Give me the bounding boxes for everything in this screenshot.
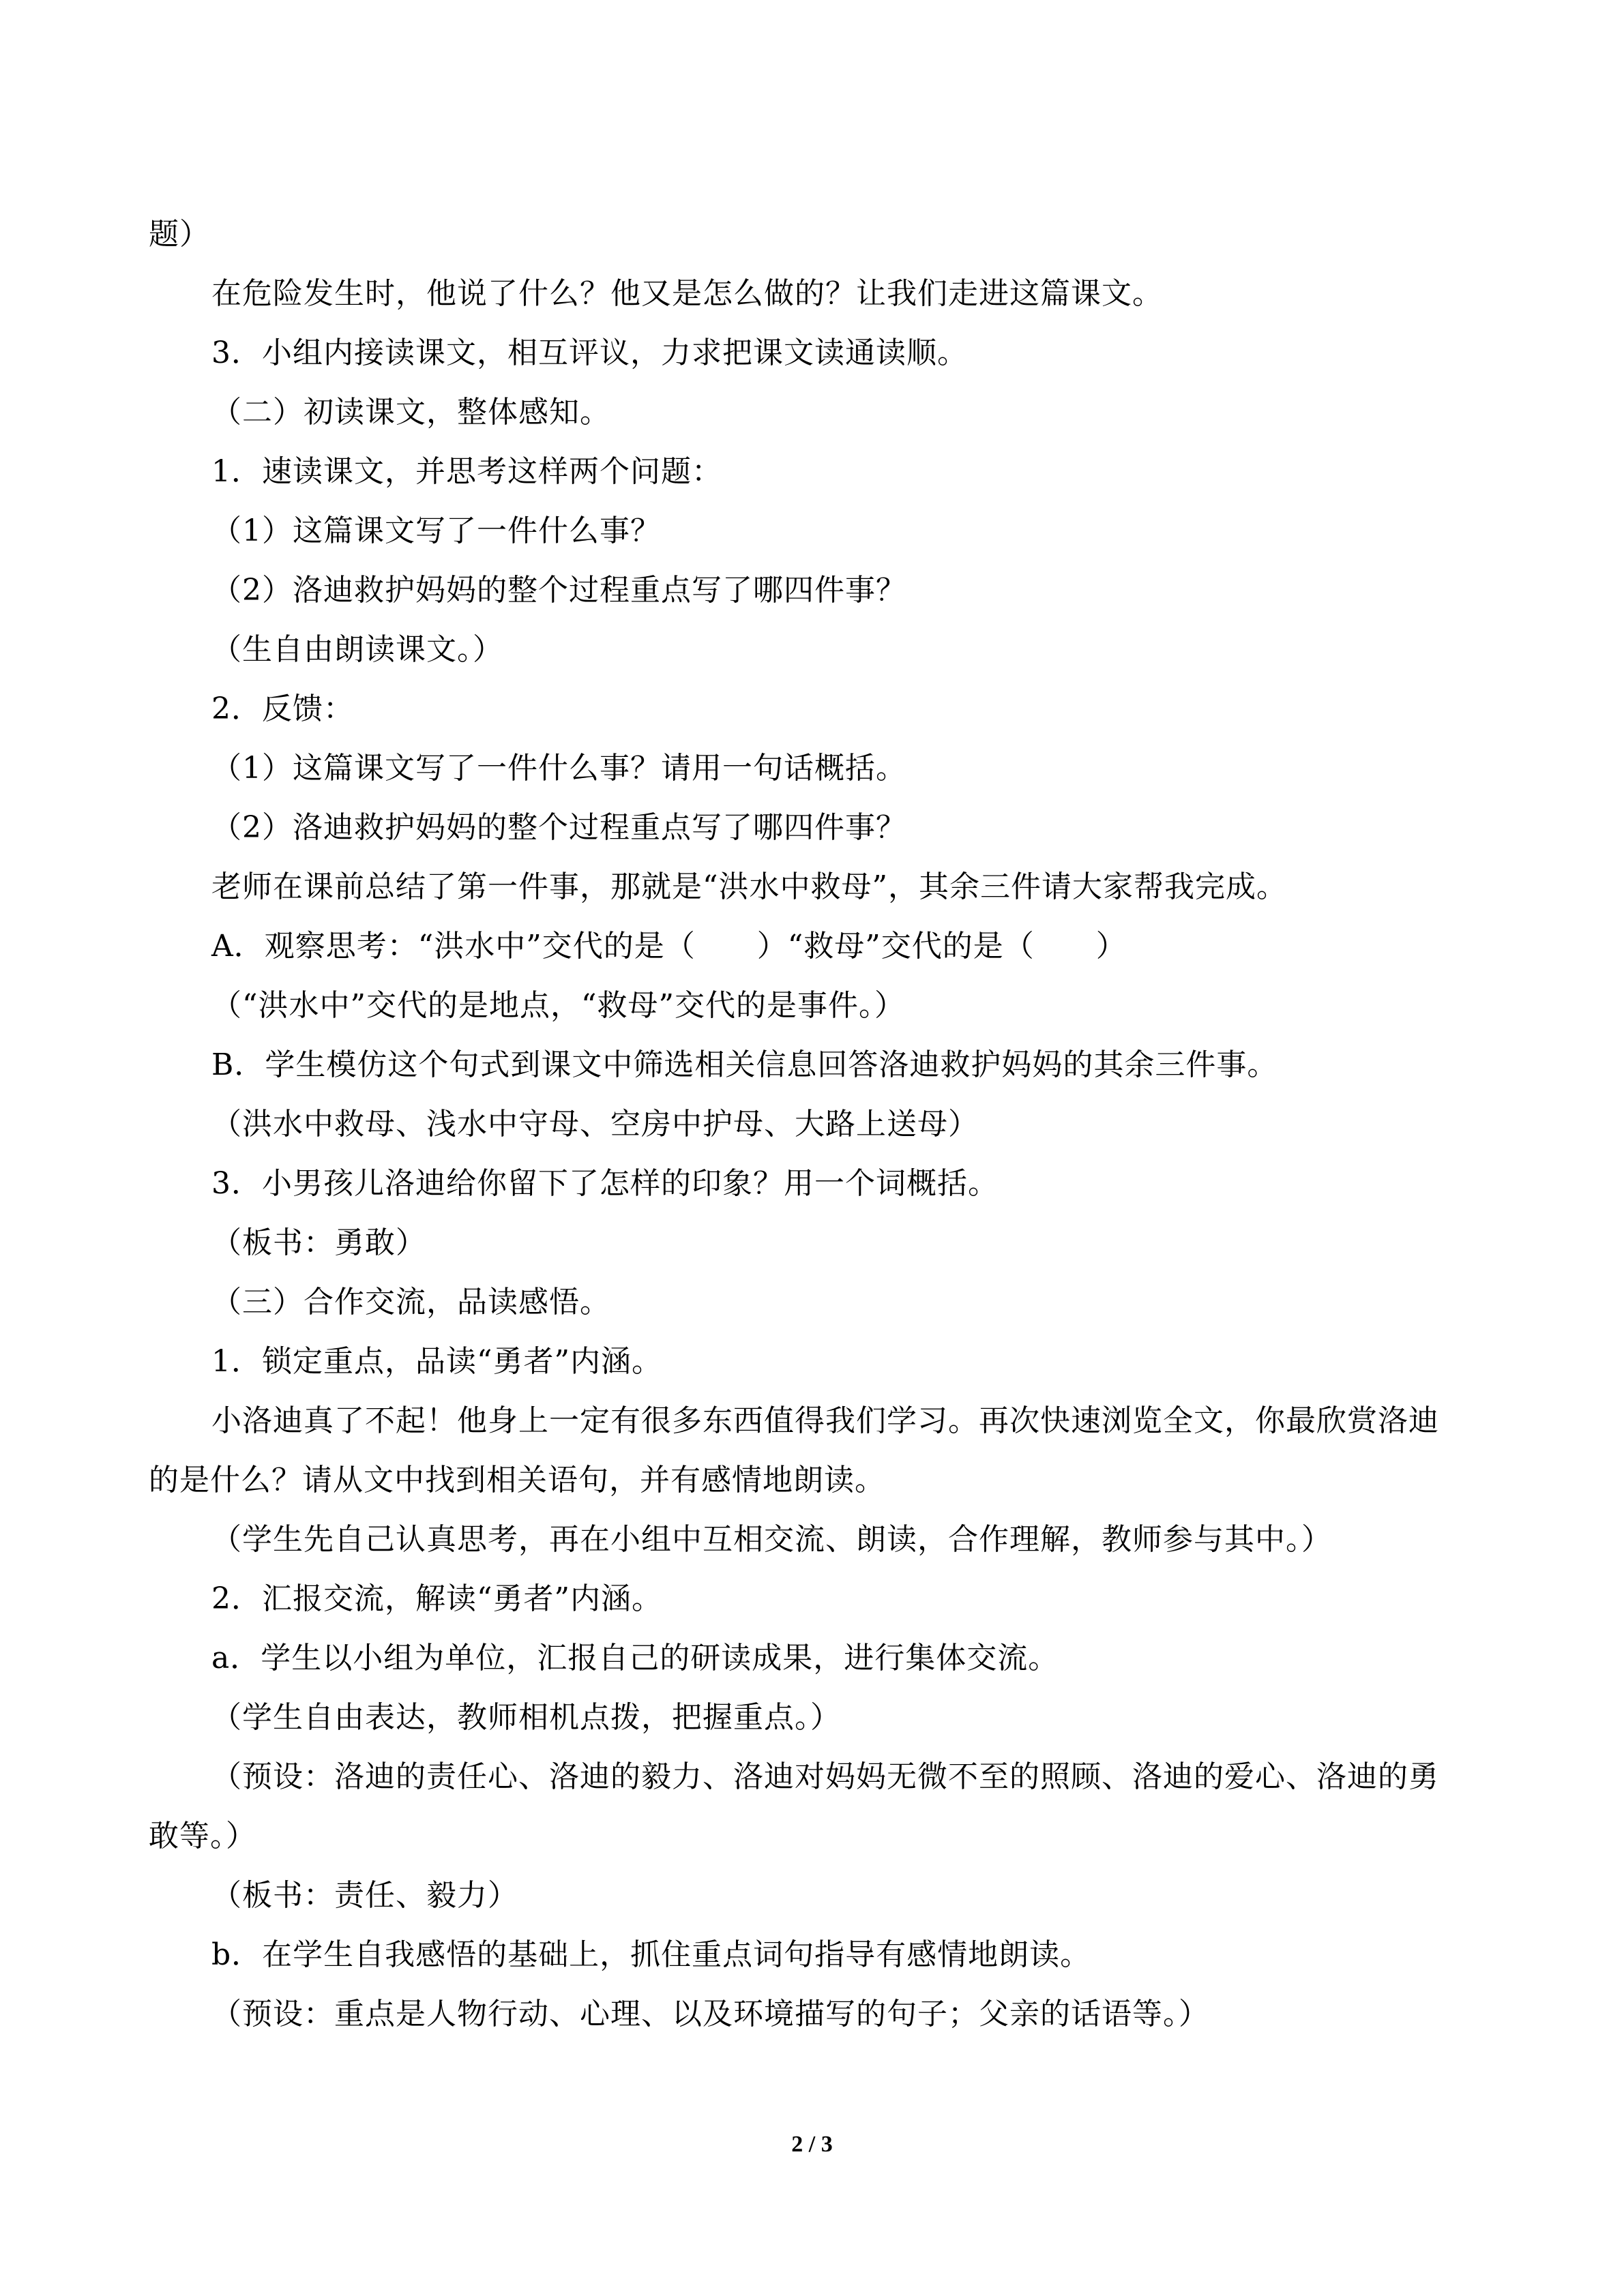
paragraph: （“洪水中”交代的是地点，“救母”交代的是事件。） — [211, 988, 905, 1023]
paragraph: 题） — [149, 217, 210, 252]
paragraph: A．观察思考：“洪水中”交代的是（ ）“救母”交代的是（ ） — [211, 929, 1127, 964]
document-body — [149, 205, 1458, 2044]
paragraph: （1）这篇课文写了一件什么事？ — [211, 513, 661, 548]
paragraph: 3．小组内接读课文，相互评议，力求把课文读通读顺。 — [211, 336, 968, 370]
paragraph: （洪水中救母、浅水中守母、空房中护母、大路上送母） — [211, 1107, 979, 1142]
page-number: 2 / 3 — [791, 2132, 833, 2157]
paragraph: B．学生模仿这个句式到课文中筛选相关信息回答洛迪救护妈妈的其余三件事。 — [211, 1047, 1278, 1082]
paragraph: （学生先自己认真思考，再在小组中互相交流、朗读，合作理解，教师参与其中。） — [211, 1522, 1332, 1557]
paragraph: （板书：勇敢） — [211, 1225, 426, 1260]
section-heading: （二）初读课文，整体感知。 — [211, 395, 610, 430]
paragraph: 2．反馈： — [211, 691, 354, 726]
paragraph: 2．汇报交流，解读“勇者”内涵。 — [211, 1581, 662, 1616]
paragraph: （1）这篇课文写了一件什么事？请用一句话概括。 — [211, 751, 906, 786]
paragraph: （2）洛迪救护妈妈的整个过程重点写了哪四件事？ — [211, 573, 906, 608]
paragraph: b．在学生自我感悟的基础上，抓住重点词句指导有感情地朗读。 — [211, 1937, 1091, 1972]
paragraph: 在危险发生时，他说了什么？他又是怎么做的？让我们走进这篇课文。 — [211, 276, 1163, 311]
paragraph: 1．速读课文，并思考这样两个问题： — [211, 454, 722, 489]
paragraph: a．学生以小组为单位，汇报自己的研读成果，进行集体交流。 — [211, 1641, 1059, 1675]
paragraph: （预设：重点是人物行动、心理、以及环境描写的句子；父亲的话语等。） — [211, 1997, 1209, 2031]
section-heading: （三）合作交流，品读感悟。 — [211, 1285, 610, 1320]
paragraph: （预设：洛迪的责任心、洛迪的毅力、洛迪对妈妈无微不至的照顾、洛迪的爱心、洛迪的勇敢等。） — [149, 1759, 1439, 1853]
paragraph: （学生自由表达，教师相机点拨，把握重点。） — [211, 1700, 841, 1735]
paragraph: 小洛迪真了不起！他身上一定有很多东西值得我们学习。再次快速浏览全文，你最欣赏洛迪的是什么？请从文中找到相关语句，并有感情地朗读。 — [149, 1403, 1439, 1497]
paragraph: （生自由朗读课文。） — [211, 632, 503, 667]
paragraph: 3．小男孩儿洛迪给你留下了怎样的印象？用一个词概括。 — [211, 1166, 999, 1201]
paragraph: 1．锁定重点，品读“勇者”内涵。 — [211, 1344, 662, 1379]
paragraph: （板书：责任、毅力） — [211, 1878, 518, 1913]
paragraph: 老师在课前总结了第一件事，那就是“洪水中救母”，其余三件请大家帮我完成。 — [211, 869, 1287, 904]
paragraph: （2）洛迪救护妈妈的整个过程重点写了哪四件事？ — [211, 810, 906, 845]
